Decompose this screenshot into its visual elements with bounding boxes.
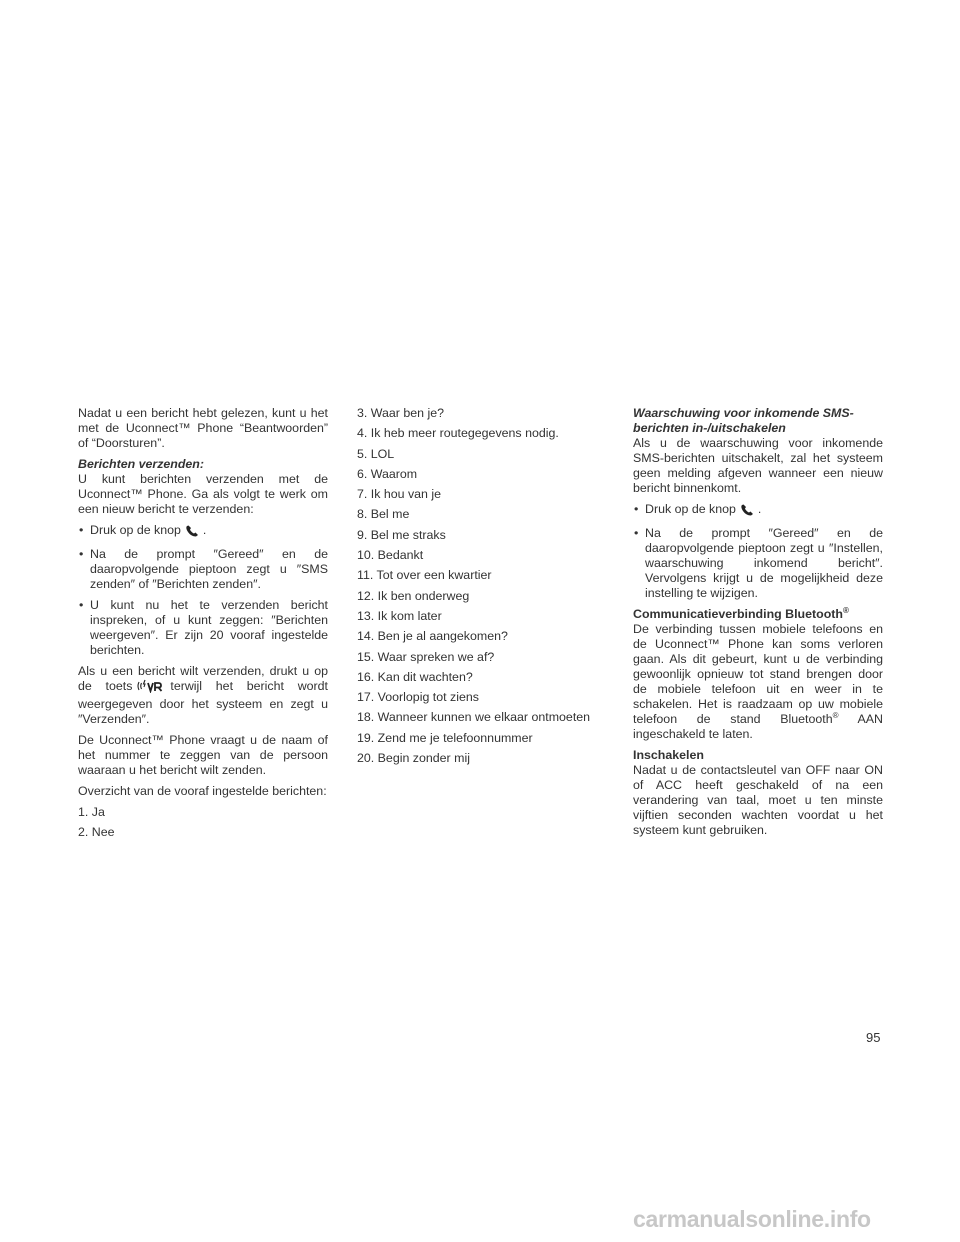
bullet-text-end: .: [757, 502, 762, 516]
preset-messages-list-continued: [357, 406, 597, 766]
name-paragraph: De Uconnect™ Phone vraagt u de naam of het nummer te zeggen van de persoon waaraan u het bericht wilt zenden.: [78, 733, 328, 777]
list-item: 6. Waarom: [357, 466, 418, 481]
bullet-speak-message: [78, 598, 328, 658]
vr-paragraph-end: terwijl het bericht wordt weergegeven door het systeem en zegt u ″Verzenden″.: [78, 679, 328, 726]
enable-heading: Inschakelen: [633, 748, 704, 762]
sms-warning-heading: Waarschuwing voor inkomende SMS-berichten in-/uitschakelen: [633, 406, 854, 435]
bluetooth-paragraph-text: De verbinding tussen mobiele telefoons en de Uconnect™ Phone kan soms verloren gaan. Als dit gebeurt, kunt u de verbinding gewoonlijk opnieuw tot stand brengen door de mobiele telefoon uit en weer in te schakelen. Het is raadzaam op uw mobiele telefoon de stand Bluetooth: [633, 622, 883, 726]
list-item: 13. Ik kom later: [357, 608, 442, 623]
bullet-text: U kunt nu het te verzenden bericht inspreken, of u kunt zeggen: ″Berichten weergeven″. Er zijn 20 vooraf ingestelde berichten.: [90, 598, 328, 657]
bullet-dot: •: [634, 526, 639, 540]
bullet-text: Druk op de knop: [90, 523, 181, 537]
bullet-dot: •: [634, 502, 639, 516]
bluetooth-heading: [633, 607, 883, 622]
bluetooth-heading-text: Communicatieverbinding Bluetooth: [633, 607, 843, 621]
list-item: 16. Kan dit wachten?: [357, 669, 473, 684]
page-number: 95: [866, 1030, 881, 1045]
enable-paragraph: Nadat u de contactsleutel van OFF naar ON of ACC heeft geschakeld of na een verandering van taal, moet u ten minste vijftien seconden wachten voordat u het systeem kunt gebruiken.: [633, 763, 883, 837]
list-item: 18. Wanneer kunnen we elkaar ontmoeten: [357, 710, 591, 725]
intro-paragraph: Nadat u een bericht hebt gelezen, kunt u het met de Uconnect™ Phone “Beantwoorden” of “Doorsturen”.: [78, 406, 328, 450]
list-item: 7. Ik hou van je: [357, 487, 442, 502]
bullet-dot: •: [79, 547, 84, 561]
list-item: 4. Ik heb meer routegegevens nodig.: [357, 426, 559, 441]
bullet-press-phone: [78, 523, 328, 541]
send-messages-paragraph: U kunt berichten verzenden met de Uconnect™ Phone. Ga als volgt te werk om een nieuw bericht te verzenden:: [78, 472, 328, 516]
list-item: 10. Bedankt: [357, 548, 424, 563]
list-item: 11. Tot over een kwartier: [357, 568, 492, 583]
bullet-say-sms: [78, 547, 328, 592]
list-item: 12. Ik ben onderweg: [357, 588, 470, 603]
list-item: 19. Zend me je telefoonnummer: [357, 730, 533, 745]
list-item: 14. Ben je al aangekomen?: [357, 629, 508, 644]
registered-mark: ®: [842, 605, 849, 615]
list-item: 3. Waar ben je?: [357, 406, 445, 420]
phone-icon: [185, 525, 199, 541]
list-item: 15. Waar spreken we af?: [357, 649, 495, 664]
vr-paragraph: [78, 664, 328, 727]
list-item: 5. LOL: [357, 446, 395, 461]
list-item: 8. Bel me: [357, 507, 410, 522]
send-messages-heading: Berichten verzenden:: [78, 457, 205, 471]
phone-icon: [740, 504, 754, 520]
list-item: 2. Nee: [78, 825, 115, 840]
overview-paragraph: Overzicht van de vooraf ingestelde berichten:: [78, 784, 327, 798]
sms-warning-paragraph: Als u de waarschuwing voor inkomende SMS-berichten uitschakelt, zal het systeem geen melding afgeven wanneer een nieuw bericht binnenkomt.: [633, 436, 883, 495]
bullet-say-settings: [633, 526, 883, 601]
bullet-text-end: .: [202, 523, 207, 537]
list-item: 1. Ja: [78, 805, 105, 819]
bullet-text: Druk op de knop: [645, 502, 736, 516]
list-item: 20. Begin zonder mij: [357, 751, 470, 766]
bullet-press-phone: [633, 502, 883, 520]
vr-paragraph-start: Als u een bericht wilt verzenden, drukt u op de toets: [78, 664, 328, 693]
watermark: carmanualsonline.info: [633, 1206, 871, 1232]
bullet-dot: •: [79, 523, 84, 537]
bullet-text: Na de prompt ″Gereed″ en de daaropvolgende pieptoon zegt u ″SMS zenden″ of ″Berichten zenden″.: [90, 547, 328, 591]
middle-column: [357, 406, 597, 771]
preset-messages-list: [78, 805, 328, 840]
list-item: 17. Voorlopig tot ziens: [357, 690, 479, 705]
left-column: [78, 406, 328, 846]
bullet-text: Na de prompt ″Gereed″ en de daaropvolgende pieptoon zegt u ″Instellen, waarschuwing inkomend bericht″. Vervolgens krijgt u de mogelijkheid deze instelling te wijzigen.: [645, 526, 883, 600]
right-column: [633, 406, 883, 844]
bluetooth-paragraph-end: AAN ingeschakeld te laten.: [633, 712, 883, 741]
list-item: 9. Bel me straks: [357, 527, 446, 542]
bullet-dot: •: [79, 598, 84, 612]
registered-mark: ®: [832, 710, 839, 720]
voice-recognition-icon: [136, 679, 166, 697]
bluetooth-paragraph: [633, 622, 883, 742]
